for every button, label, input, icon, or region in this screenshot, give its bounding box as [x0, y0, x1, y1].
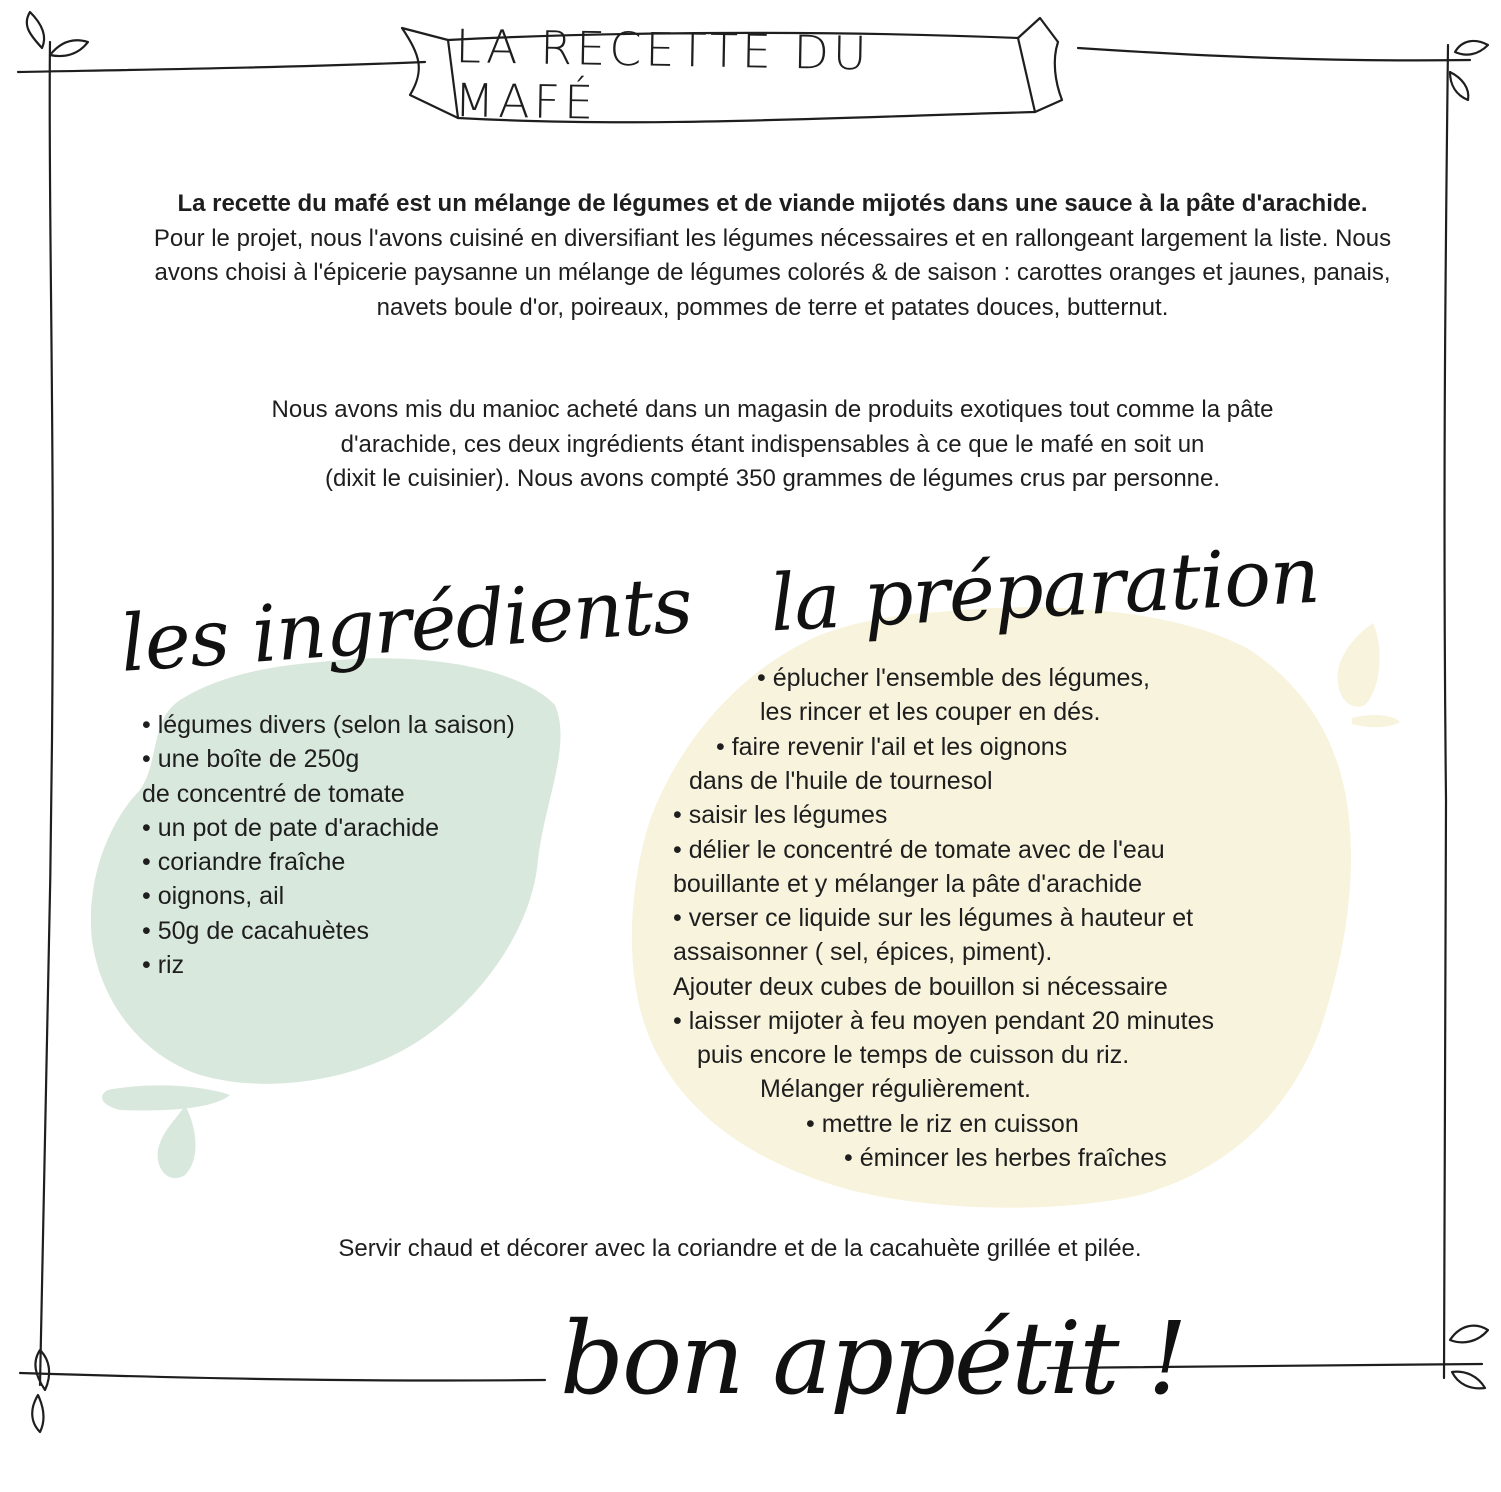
preparation-step: • éplucher l'ensemble des légumes,	[757, 664, 1150, 692]
leaf-icon	[1452, 1372, 1485, 1389]
leaf-icon	[1450, 72, 1468, 100]
bon-appetit-signoff: bon appétit !	[560, 1300, 1186, 1417]
ingredient-item: • une boîte de 250g	[142, 745, 360, 774]
serving-note: Servir chaud et décorer avec la coriandre et de la cacahuète grillée et pilée.	[338, 1235, 1142, 1262]
intro-line: (dixit le cuisinier). Nous avons compté 350 grammes de légumes crus par personne.	[324, 465, 1221, 492]
preparation-step: • délier le concentré de tomate avec de l'eau	[673, 836, 1165, 864]
ingredient-item: de concentré de tomate	[142, 779, 405, 808]
leaf-icon	[1455, 41, 1488, 55]
intro-bold: La recette du mafé est un mélange de légumes et de viande mijotés dans une sauce à la pâte d'arachide.	[177, 190, 1368, 217]
ingredients-list	[142, 708, 515, 982]
frame-left	[40, 42, 53, 1385]
preparation-step: les rincer et les couper en dés.	[760, 698, 1101, 726]
preparation-step: bouillante et y mélanger la pâte d'arachide	[673, 870, 1142, 898]
intro-paragraph-2	[150, 393, 1395, 497]
leaf-icon	[1450, 1326, 1488, 1343]
preparation-step: dans de l'huile de tournesol	[689, 767, 993, 795]
preparation-step: assaisonner ( sel, épices, piment).	[673, 938, 1053, 966]
preparation-heading: la préparation	[768, 530, 1322, 650]
ingredient-item: • coriandre fraîche	[142, 848, 346, 877]
leaf-icon	[27, 12, 44, 48]
ingredients-heading: les ingrédients	[117, 560, 695, 690]
recipe-title: LA RECETTE DU MAFÉ	[454, 19, 872, 130]
yellow-drop	[1338, 623, 1380, 707]
intro-rest: Pour le projet, nous l'avons cuisiné en diversifiant les légumes nécessaires et en rallongeant largement la liste. Nous avons choisi à l'épicerie paysanne un mélange de légumes colorés & de saison : carottes oranges et jaunes, panais, navets boule d'or, poireaux, pommes de terre et patates douces, butternut.	[153, 224, 1392, 321]
leaf-icon	[35, 1350, 49, 1390]
intro-line: d'arachide, ces deux ingrédients étant indispensables à ce que le mafé en soit un	[340, 430, 1205, 458]
preparation-step: • verser ce liquide sur les légumes à hauteur et	[673, 904, 1194, 932]
ingredient-item: • 50g de cacahuètes	[142, 916, 369, 945]
preparation-step: Ajouter deux cubes de bouillon si nécessaire	[673, 973, 1168, 1001]
ingredient-item: • oignons, ail	[142, 882, 285, 911]
preparation-step: Mélanger régulièrement.	[760, 1075, 1031, 1103]
preparation-step: • émincer les herbes fraîches	[844, 1144, 1167, 1172]
frame-bottom-left	[20, 1373, 545, 1381]
ingredient-item: • riz	[142, 951, 185, 980]
leaf-icon	[50, 40, 88, 56]
frame-top-left	[18, 62, 425, 72]
banner-fold-left	[402, 28, 458, 118]
leaf-icon	[32, 1395, 43, 1432]
frame-right	[1444, 45, 1448, 1378]
ingredient-item: • légumes divers (selon la saison)	[142, 711, 515, 739]
preparation-step: • laisser mijoter à feu moyen pendant 20 minutes	[673, 1007, 1214, 1035]
preparation-step: • faire revenir l'ail et les oignons	[716, 733, 1068, 761]
intro-line: Nous avons mis du manioc acheté dans un magasin de produits exotiques tout comme la pâte	[271, 396, 1274, 423]
preparation-step: • saisir les légumes	[673, 801, 888, 829]
preparation-step: • mettre le riz en cuisson	[806, 1110, 1079, 1138]
preparation-step: puis encore le temps de cuisson du riz.	[697, 1041, 1130, 1069]
frame-top-right	[1078, 48, 1470, 60]
green-drop	[158, 1105, 196, 1178]
yellow-drop	[1352, 715, 1400, 727]
green-drop	[102, 1085, 230, 1110]
ingredient-item: • un pot de pate d'arachide	[142, 813, 440, 842]
intro-paragraph	[150, 187, 1395, 325]
